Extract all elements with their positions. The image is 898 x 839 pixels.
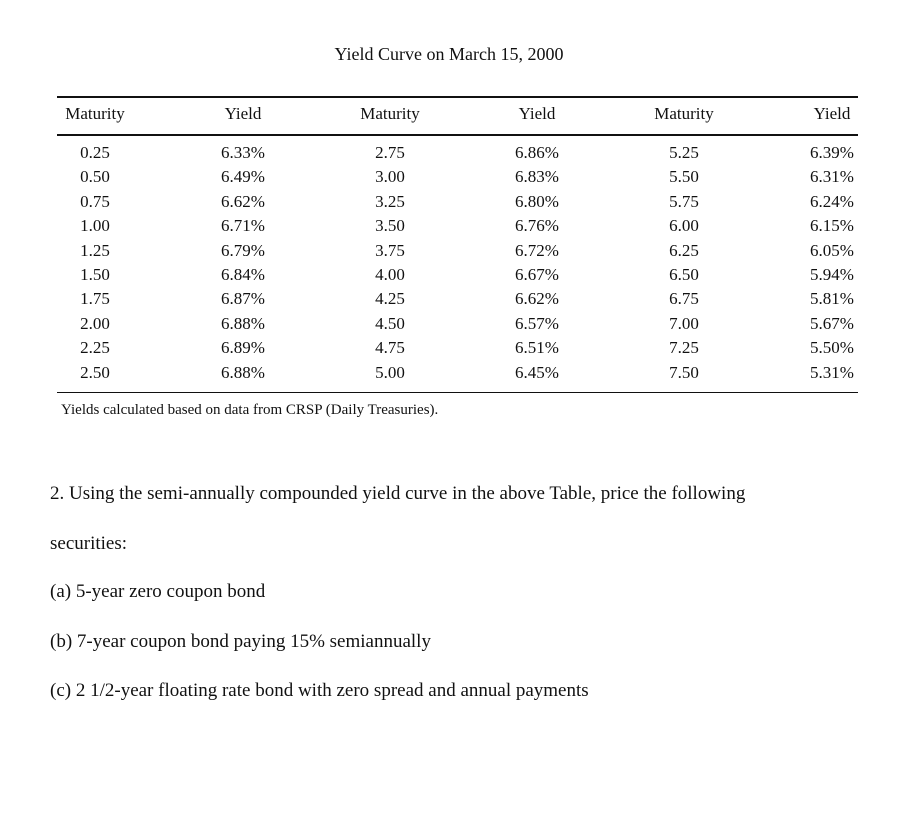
maturity-cell: 2.00 [80,313,110,333]
table-footnote: Yields calculated based on data from CRSP (Daily Treasuries). [61,402,439,418]
yield-cell: 6.57% [515,313,559,333]
column-header-maturity: Maturity [360,104,420,123]
maturity-cell: 7.25 [669,338,699,358]
maturity-cell: 0.75 [80,191,110,211]
yield-cell: 6.83% [515,167,559,187]
maturity-cell: 7.00 [669,313,699,333]
question-text: 2. Using the semi-annually compounded yield curve in the above Table, price the following [50,483,746,504]
maturity-cell: 3.25 [375,191,405,211]
yield-cell: 6.72% [515,240,559,260]
maturity-cell: 7.50 [669,362,699,382]
yield-cell: 5.31% [810,362,854,382]
maturity-cell: 5.25 [669,143,699,162]
maturity-cell: 5.00 [375,362,405,382]
question-part-b: (b) 7-year coupon bond paying 15% semiannually [50,631,431,652]
maturity-cell: 2.75 [375,143,405,162]
yield-cell: 6.33% [221,143,265,162]
column-header-yield: Yield [224,104,262,123]
maturity-cell: 6.50 [669,265,699,284]
bottom-rule [57,392,858,393]
question-part-a: (a) 5-year zero coupon bond [50,581,266,602]
maturity-cell: 6.25 [669,240,699,260]
maturity-cell: 1.50 [80,265,110,284]
maturity-cell: 4.25 [375,289,405,309]
maturity-cell: 3.75 [375,240,405,260]
yield-cell: 6.71% [221,216,265,236]
yield-cell: 6.24% [810,191,854,211]
yield-cell: 6.45% [515,362,559,382]
yield-cell: 5.81% [810,289,854,309]
maturity-cell: 1.25 [80,240,110,260]
column-header-yield: Yield [813,104,851,123]
question-text-cont: securities: [50,533,128,554]
yield-cell: 6.89% [221,338,265,358]
column-header-maturity: Maturity [654,104,714,123]
maturity-cell: 4.50 [375,313,405,333]
yield-cell: 6.88% [221,362,265,382]
maturity-cell: 6.00 [669,216,699,236]
maturity-cell: 3.00 [375,167,405,187]
maturity-cell: 5.75 [669,191,699,211]
yield-cell: 6.39% [810,143,854,162]
top-rule [57,96,858,98]
yield-cell: 6.88% [221,313,265,333]
maturity-cell: 5.50 [669,167,699,187]
maturity-cell: 2.50 [80,362,110,382]
yield-cell: 6.86% [515,143,559,162]
maturity-cell: 4.75 [375,338,405,358]
yield-cell: 5.94% [810,265,854,284]
maturity-cell: 6.75 [669,289,699,309]
yield-cell: 6.76% [515,216,559,236]
column-header-yield: Yield [518,104,556,123]
header-rule [57,134,858,136]
yield-cell: 6.05% [810,240,854,260]
maturity-cell: 0.50 [80,167,110,187]
maturity-cell: 4.00 [375,265,405,284]
yield-cell: 6.62% [515,289,559,309]
question-part-c: (c) 2 1/2-year floating rate bond with zero spread and annual payments [50,680,589,701]
table-title: Yield Curve on March 15, 2000 [334,44,564,64]
yield-cell: 6.62% [221,191,265,211]
yield-cell: 5.67% [810,313,854,333]
yield-cell: 6.80% [515,191,559,211]
yield-cell: 6.31% [810,167,854,187]
yield-cell: 6.49% [221,167,265,187]
maturity-cell: 1.75 [80,289,110,309]
yield-cell: 5.50% [810,338,854,358]
yield-cell: 6.87% [221,289,265,309]
maturity-cell: 1.00 [80,216,110,236]
maturity-cell: 3.50 [375,216,405,236]
yield-cell: 6.51% [515,338,559,358]
column-header-maturity: Maturity [65,104,125,123]
yield-cell: 6.84% [221,265,265,284]
yield-cell: 6.15% [810,216,854,236]
maturity-cell: 0.25 [80,143,110,162]
maturity-cell: 2.25 [80,338,110,358]
yield-cell: 6.79% [221,240,265,260]
yield-cell: 6.67% [515,265,559,284]
